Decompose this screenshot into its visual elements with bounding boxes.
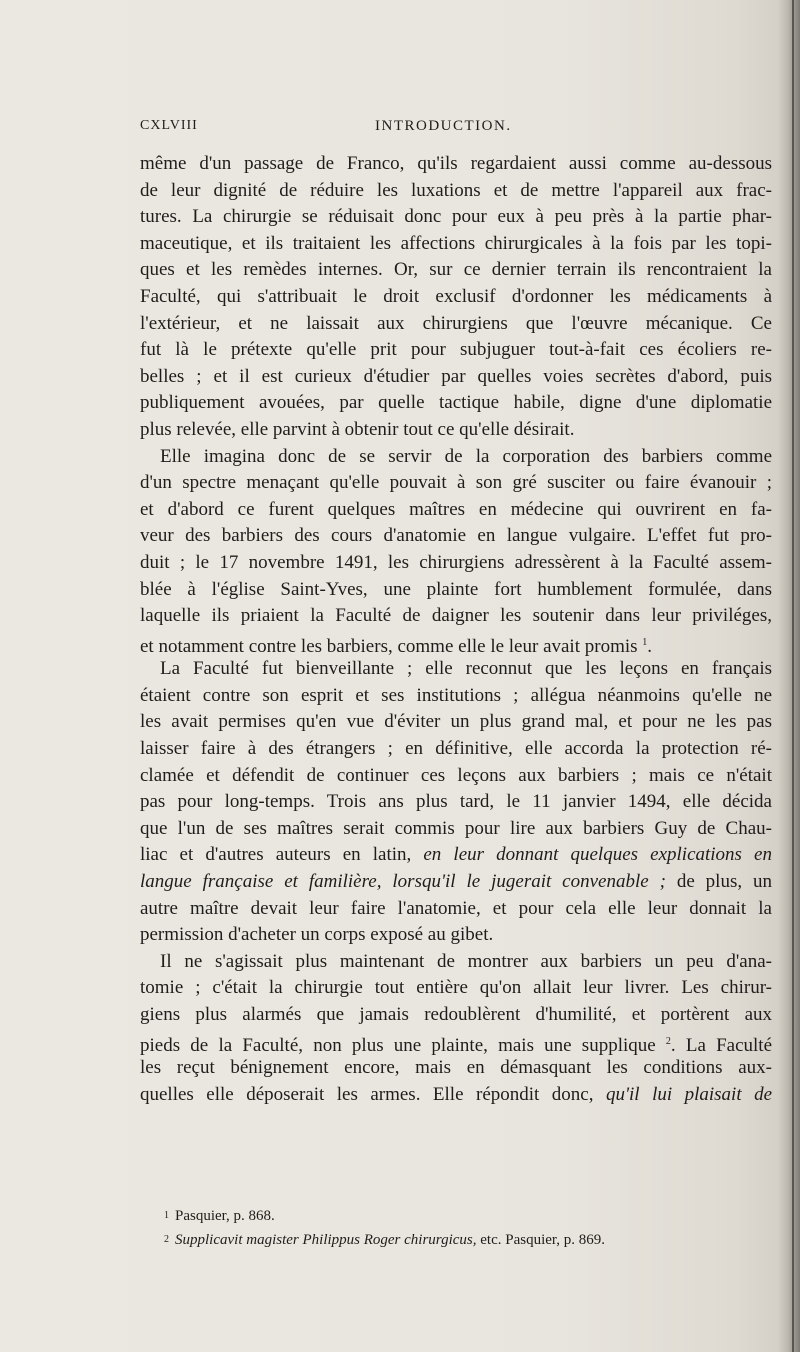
text-line: même d'un passage de Franco, qu'ils regardaient aussi comme au-dessous <box>140 153 772 174</box>
footnote-text: Pasquier, p. 868. <box>175 1208 275 1224</box>
text-line <box>140 842 772 869</box>
footnote <box>164 1204 764 1228</box>
italic-quote: en leur donnant quelques explications en <box>423 844 772 866</box>
text-line <box>140 1029 772 1056</box>
text-line-content: La Faculté <box>685 1034 773 1056</box>
text-line: permission d'acheter un corps exposé au gibet. <box>140 924 494 946</box>
italic-quote: qu'il lui plaisait de <box>605 1083 773 1105</box>
text-line: de leur dignité de réduire les luxations et de mettre l'appareil aux frac- <box>140 179 772 201</box>
text-line: Il ne s'agissait plus maintenant de montrer aux barbiers un peu d'ana- <box>160 950 772 972</box>
footnotes <box>164 1204 764 1252</box>
text-line: clamée et défendit de continuer ces leçons aux barbiers ; mais ce n'était <box>140 764 772 786</box>
text-line-content: et notamment contre les barbiers, comme elle le leur avait promis <box>140 635 638 657</box>
text-line: publiquement avouées, par quelle tactique habile, digne d'une diplomatie <box>140 392 772 414</box>
page-edge-shadow <box>778 0 800 1352</box>
text-line: Elle imagina donc de se servir de la corporation des barbiers comme <box>160 445 772 467</box>
text-line: l'extérieur, et ne laissait aux chirurgiens que l'œuvre mécanique. Ce <box>140 312 772 334</box>
text-line: fut là le prétexte qu'elle prit pour subjuguer tout-à-fait ces écoliers re- <box>140 339 772 361</box>
text-line: La Faculté fut bienveillante ; elle reconnut que les leçons en français <box>160 658 772 680</box>
footnote-mark: 1 <box>164 1210 169 1221</box>
text-line: tomie ; c'était la chirurgie tout entière qu'on allait leur livrer. Les chirur- <box>140 977 772 999</box>
footnote-text: etc. Pasquier, p. 869. <box>476 1232 606 1248</box>
body-text <box>140 151 772 1108</box>
text-line: les reçut bénignement encore, mais en démasquant les conditions aux- <box>140 1057 772 1079</box>
text-line: pas pour long-temps. Trois ans plus tard, le 11 janvier 1494, elle décida <box>140 791 772 813</box>
text-line-content: pieds de la Faculté, non plus une plainte, mais une supplique <box>140 1034 656 1056</box>
text-line: veur des barbiers des cours d'anatomie en langue vulgaire. L'effet fut pro- <box>140 525 772 547</box>
running-title: INTRODUCTION. <box>375 118 512 134</box>
text-line: que l'un de ses maîtres serait commis pour lire aux barbiers Guy de Chau- <box>140 817 772 839</box>
text-line-content: liac et d'autres auteurs en latin, <box>140 844 412 866</box>
text-line <box>140 630 772 657</box>
text-line: giens plus alarmés que jamais redoublèrent d'humilité, et portèrent aux <box>140 1004 772 1025</box>
text-line: étaient contre son esprit et ses institutions ; allégua néanmoins qu'elle ne <box>140 684 772 706</box>
italic-quote: langue française et familière, lorsqu'il le jugerait convenable ; <box>140 871 666 893</box>
text-line-content: de plus, un <box>676 871 772 893</box>
text-line: les avait permises qu'en vue d'éviter un plus grand mal, et pour ne les pas <box>140 711 772 733</box>
text-line: ques et les remèdes internes. Or, sur ce dernier terrain ils rencontraient la <box>140 259 772 281</box>
text-line: blée à l'église Saint-Yves, une plainte fort humblement formulée, dans <box>140 578 772 600</box>
text-line: plus relevée, elle parvint à obtenir tout ce qu'elle désirait. <box>140 418 575 440</box>
page-header <box>140 118 760 142</box>
footnote-italic-text: Supplicavit magister Philippus Roger chirurgicus, <box>175 1232 477 1248</box>
text-line: duit ; le 17 novembre 1491, les chirurgiens adressèrent à la Faculté assem- <box>140 551 772 573</box>
page-edge-line <box>792 0 794 1352</box>
line-end-punct: . <box>670 1034 676 1056</box>
text-line: et d'abord ce furent quelques maîtres en médecine qui ouvrirent en fa- <box>140 498 772 520</box>
text-line-content: quelles elle déposerait les armes. Elle répondit donc, <box>140 1083 594 1105</box>
text-line <box>140 1082 772 1109</box>
text-line: maceutique, et ils traitaient les affections chirurgicales à la fois par les topi- <box>140 232 772 254</box>
text-line: tures. La chirurgie se réduisait donc pour eux à peu près à la partie phar- <box>140 206 772 228</box>
text-line: laquelle ils priaient la Faculté de daigner les soutenir dans leur priviléges, <box>140 605 772 627</box>
text-line: d'un spectre menaçant qu'elle pouvait à son gré susciter ou faire évanouir ; <box>140 472 772 494</box>
footnote-mark: 2 <box>164 1234 169 1245</box>
text-line: Faculté, qui s'attribuait le droit exclusif d'ordonner les médicaments à <box>140 285 772 307</box>
text-line <box>140 869 772 896</box>
line-end-punct: . <box>647 635 653 657</box>
folio-number: CXLVIII <box>140 118 198 133</box>
text-line: autre maître devait leur faire l'anatomie, et pour cela elle leur donnait la <box>140 897 772 919</box>
text-line: laisser faire à des étrangers ; en définitive, elle accorda la protection ré- <box>140 738 772 760</box>
text-line: belles ; et il est curieux d'étudier par quelles voies secrètes d'abord, puis <box>140 365 772 387</box>
footnote <box>164 1228 764 1252</box>
footnote-ref: 1 <box>642 636 648 648</box>
footnote-ref: 2 <box>665 1035 671 1047</box>
